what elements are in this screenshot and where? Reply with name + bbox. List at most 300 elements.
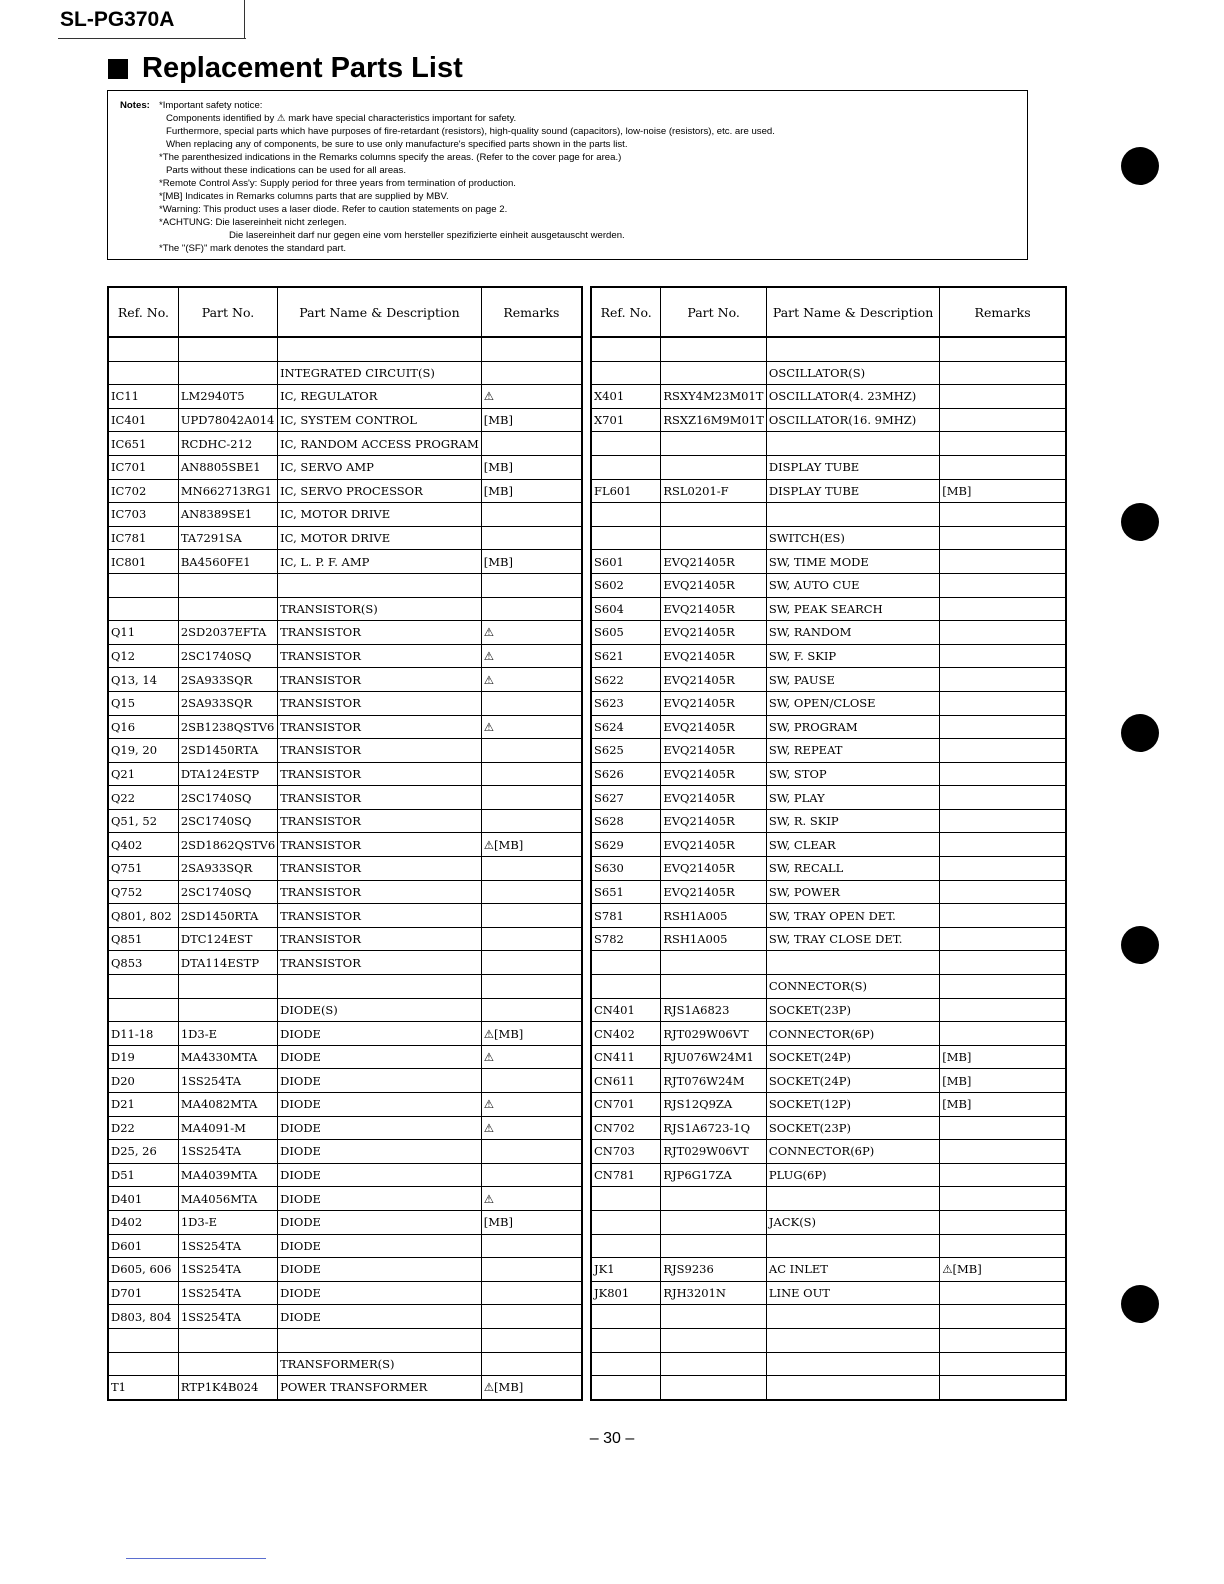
cell-ref-no: [591, 361, 661, 385]
cell-remarks: [940, 739, 1066, 763]
cell-part-name: SOCKET(23P): [766, 998, 939, 1022]
cell-ref-no: CN611: [591, 1069, 661, 1093]
cell-part-no: DTA124ESTP: [178, 762, 277, 786]
cell-part-no: BA4560FE1: [178, 550, 277, 574]
cell-ref-no: [591, 1376, 661, 1400]
cell-part-name: TRANSISTOR: [278, 904, 482, 928]
cell-part-name: SW, STOP: [766, 762, 939, 786]
cell-ref-no: [591, 1234, 661, 1258]
cell-part-name: [766, 1376, 939, 1400]
cell-part-name: [766, 1187, 939, 1211]
cell-part-no: [661, 1187, 767, 1211]
cell-part-name: AC INLET: [766, 1258, 939, 1282]
cell-remarks: [MB]: [940, 1045, 1066, 1069]
table-row: [591, 691, 1066, 715]
table-row: [591, 361, 1066, 385]
cell-ref-no: S628: [591, 809, 661, 833]
cell-part-no: MA4056MTA: [178, 1187, 277, 1211]
table-row: [591, 597, 1066, 621]
cell-part-no: [661, 526, 767, 550]
cell-remarks: [940, 927, 1066, 951]
table-row: [591, 1210, 1066, 1234]
table-row: [591, 503, 1066, 527]
table-row: [591, 1140, 1066, 1164]
cell-part-name: DIODE: [278, 1305, 482, 1329]
cell-part-name: DIODE: [278, 1258, 482, 1282]
table-row: [591, 337, 1066, 361]
cell-part-name: DIODE: [278, 1210, 482, 1234]
table-row: [591, 1045, 1066, 1069]
cell-part-no: RJT029W06VT: [661, 1140, 767, 1164]
table-row: [108, 857, 582, 881]
cell-part-no: EVQ21405R: [661, 786, 767, 810]
cell-part-no: 2SC1740SQ: [178, 809, 277, 833]
cell-part-name: [278, 1328, 482, 1352]
table-row: [108, 762, 582, 786]
cell-part-name: TRANSISTOR: [278, 668, 482, 692]
cell-part-name: [766, 1305, 939, 1329]
cell-remarks: [481, 432, 582, 456]
cell-part-name: IC, L. P. F. AMP: [278, 550, 482, 574]
cell-part-name: CONNECTOR(6P): [766, 1022, 939, 1046]
cell-remarks: [940, 1352, 1066, 1376]
cell-remarks: [940, 337, 1066, 361]
cell-ref-no: X701: [591, 408, 661, 432]
header-part-name: Part Name & Description: [278, 287, 482, 337]
cell-part-name: DIODE: [278, 1140, 482, 1164]
table-row: [108, 479, 582, 503]
model-divider: [244, 0, 245, 39]
cell-remarks: [481, 573, 582, 597]
cell-part-no: RTP1K4B024: [178, 1376, 277, 1400]
cell-ref-no: Q402: [108, 833, 178, 857]
page-title-text: Replacement Parts List: [142, 52, 463, 84]
cell-ref-no: JK801: [591, 1281, 661, 1305]
table-row: [108, 408, 582, 432]
cell-remarks: [481, 951, 582, 975]
table-row: [108, 1069, 582, 1093]
cell-remarks: [940, 951, 1066, 975]
binder-hole-icon: [1121, 1285, 1159, 1323]
cell-part-no: RJP6G17ZA: [661, 1163, 767, 1187]
cell-ref-no: Q752: [108, 880, 178, 904]
cell-part-name: SW, TIME MODE: [766, 550, 939, 574]
cell-remarks: [481, 927, 582, 951]
cell-ref-no: Q853: [108, 951, 178, 975]
cell-ref-no: [108, 573, 178, 597]
cell-remarks: [481, 1234, 582, 1258]
cell-remarks: [940, 432, 1066, 456]
cell-ref-no: S630: [591, 857, 661, 881]
cell-remarks: [MB]: [481, 455, 582, 479]
cell-part-name: JACK(S): [766, 1210, 939, 1234]
cell-remarks: [940, 644, 1066, 668]
cell-remarks: [940, 573, 1066, 597]
cell-ref-no: Q12: [108, 644, 178, 668]
cell-part-name: DISPLAY TUBE: [766, 479, 939, 503]
cell-remarks: [MB]: [940, 479, 1066, 503]
cell-part-name: [766, 1328, 939, 1352]
cell-remarks: [481, 1328, 582, 1352]
cell-part-name: SOCKET(24P): [766, 1045, 939, 1069]
cell-part-no: 2SA933SQR: [178, 668, 277, 692]
table-row: [108, 503, 582, 527]
cell-part-name: SW, F. SKIP: [766, 644, 939, 668]
cell-ref-no: D605, 606: [108, 1258, 178, 1282]
cell-part-no: MA4039MTA: [178, 1163, 277, 1187]
cell-remarks: ⚠[MB]: [481, 1376, 582, 1400]
cell-remarks: [940, 715, 1066, 739]
cell-remarks: [940, 1140, 1066, 1164]
cell-ref-no: S623: [591, 691, 661, 715]
cell-part-no: 1SS254TA: [178, 1305, 277, 1329]
cell-ref-no: D701: [108, 1281, 178, 1305]
table-row: [108, 597, 582, 621]
cell-remarks: [481, 739, 582, 763]
cell-part-no: DTA114ESTP: [178, 951, 277, 975]
cell-remarks: [481, 1258, 582, 1282]
header-part-no: Part No.: [178, 287, 277, 337]
cell-part-name: SW, POWER: [766, 880, 939, 904]
table-row: [591, 1305, 1066, 1329]
note-line: *[MB] Indicates in Remarks columns parts that are supplied by MBV.: [159, 191, 449, 202]
cell-ref-no: Q22: [108, 786, 178, 810]
cell-part-name: DIODE: [278, 1069, 482, 1093]
cell-ref-no: IC781: [108, 526, 178, 550]
cell-part-no: [661, 1210, 767, 1234]
cell-part-no: [661, 975, 767, 999]
cell-remarks: [940, 1210, 1066, 1234]
cell-part-no: AN8805SBE1: [178, 455, 277, 479]
cell-ref-no: CN703: [591, 1140, 661, 1164]
cell-remarks: [940, 361, 1066, 385]
cell-remarks: [940, 998, 1066, 1022]
cell-part-name: SW, TRAY CLOSE DET.: [766, 927, 939, 951]
cell-part-no: EVQ21405R: [661, 597, 767, 621]
cell-part-no: 1SS254TA: [178, 1281, 277, 1305]
cell-part-name: OSCILLATOR(S): [766, 361, 939, 385]
table-row: [591, 904, 1066, 928]
cell-remarks: [481, 975, 582, 999]
footer-rule: [126, 1558, 266, 1559]
table-row: [108, 904, 582, 928]
cell-part-no: 1SS254TA: [178, 1069, 277, 1093]
cell-part-name: SW, AUTO CUE: [766, 573, 939, 597]
cell-remarks: [940, 455, 1066, 479]
cell-part-no: EVQ21405R: [661, 573, 767, 597]
cell-part-no: RSXZ16M9M01T: [661, 408, 767, 432]
table-row: [591, 455, 1066, 479]
cell-part-no: [661, 1234, 767, 1258]
table-row: [591, 715, 1066, 739]
cell-part-no: LM2940T5: [178, 385, 277, 409]
table-row: [108, 550, 582, 574]
cell-remarks: [940, 1376, 1066, 1400]
cell-part-name: TRANSISTOR: [278, 762, 482, 786]
cell-ref-no: [108, 998, 178, 1022]
cell-remarks: [940, 809, 1066, 833]
cell-ref-no: D21: [108, 1093, 178, 1117]
cell-ref-no: IC702: [108, 479, 178, 503]
cell-ref-no: S627: [591, 786, 661, 810]
table-row: [591, 408, 1066, 432]
cell-part-no: RJH3201N: [661, 1281, 767, 1305]
cell-remarks: [481, 904, 582, 928]
table-row: [591, 857, 1066, 881]
page-title: [108, 52, 463, 85]
cell-remarks: [481, 503, 582, 527]
cell-ref-no: S604: [591, 597, 661, 621]
cell-ref-no: Q801, 802: [108, 904, 178, 928]
header-part-no: Part No.: [661, 287, 767, 337]
table-row: [108, 1305, 582, 1329]
cell-part-no: 2SA933SQR: [178, 691, 277, 715]
cell-ref-no: D22: [108, 1116, 178, 1140]
table-row: [108, 786, 582, 810]
cell-part-name: IC, SYSTEM CONTROL: [278, 408, 482, 432]
cell-part-name: [278, 975, 482, 999]
cell-part-name: SOCKET(12P): [766, 1093, 939, 1117]
cell-part-no: EVQ21405R: [661, 880, 767, 904]
table-row: [108, 385, 582, 409]
table-row: [108, 668, 582, 692]
table-row: [591, 927, 1066, 951]
cell-part-name: SW, PROGRAM: [766, 715, 939, 739]
cell-part-no: 2SD1862QSTV6: [178, 833, 277, 857]
cell-ref-no: CN701: [591, 1093, 661, 1117]
cell-part-name: SW, R. SKIP: [766, 809, 939, 833]
cell-ref-no: [108, 361, 178, 385]
cell-part-no: [661, 1376, 767, 1400]
cell-ref-no: D803, 804: [108, 1305, 178, 1329]
table-row: [591, 1234, 1066, 1258]
cell-remarks: [940, 762, 1066, 786]
cell-part-name: IC, MOTOR DRIVE: [278, 503, 482, 527]
note-line: Die lasereinheit darf nur gegen eine vom hersteller spezifizierte einheit ausgetauscht werden.: [229, 230, 625, 241]
cell-remarks: [940, 904, 1066, 928]
cell-ref-no: D402: [108, 1210, 178, 1234]
cell-part-no: 2SD1450RTA: [178, 739, 277, 763]
table-row: [108, 833, 582, 857]
table-row: [591, 880, 1066, 904]
cell-ref-no: D401: [108, 1187, 178, 1211]
cell-remarks: ⚠: [481, 1093, 582, 1117]
cell-ref-no: [108, 975, 178, 999]
cell-remarks: [940, 408, 1066, 432]
cell-remarks: [481, 1140, 582, 1164]
cell-part-no: EVQ21405R: [661, 857, 767, 881]
cell-part-name: SW, PLAY: [766, 786, 939, 810]
cell-ref-no: Q16: [108, 715, 178, 739]
cell-ref-no: CN401: [591, 998, 661, 1022]
cell-part-no: 1SS254TA: [178, 1234, 277, 1258]
cell-part-no: 2SA933SQR: [178, 857, 277, 881]
table-row: [108, 644, 582, 668]
header-ref-no: Ref. No.: [108, 287, 178, 337]
cell-remarks: [481, 691, 582, 715]
table-row: [591, 1328, 1066, 1352]
cell-part-no: RJT029W06VT: [661, 1022, 767, 1046]
cell-ref-no: Q751: [108, 857, 178, 881]
cell-remarks: ⚠[MB]: [481, 1022, 582, 1046]
cell-part-no: MA4082MTA: [178, 1093, 277, 1117]
cell-remarks: ⚠[MB]: [940, 1258, 1066, 1282]
cell-part-name: CONNECTOR(6P): [766, 1140, 939, 1164]
cell-remarks: [940, 975, 1066, 999]
cell-ref-no: S651: [591, 880, 661, 904]
table-row: [591, 1022, 1066, 1046]
table-row: [108, 880, 582, 904]
cell-remarks: [940, 385, 1066, 409]
cell-remarks: [481, 762, 582, 786]
table-row: [591, 951, 1066, 975]
table-row: [108, 573, 582, 597]
table-row: [591, 1093, 1066, 1117]
cell-part-no: 2SC1740SQ: [178, 880, 277, 904]
parts-table-left: [107, 286, 583, 1401]
cell-part-no: EVQ21405R: [661, 833, 767, 857]
cell-remarks: ⚠: [481, 715, 582, 739]
cell-part-no: 1SS254TA: [178, 1258, 277, 1282]
cell-ref-no: IC401: [108, 408, 178, 432]
cell-part-no: RJS1A6723-1Q: [661, 1116, 767, 1140]
cell-ref-no: S622: [591, 668, 661, 692]
cell-part-name: TRANSISTOR: [278, 951, 482, 975]
table-row: [108, 361, 582, 385]
cell-remarks: [940, 1116, 1066, 1140]
cell-part-name: IC, REGULATOR: [278, 385, 482, 409]
cell-part-no: RJS1A6823: [661, 998, 767, 1022]
cell-remarks: [481, 361, 582, 385]
cell-part-name: TRANSISTOR: [278, 691, 482, 715]
cell-part-name: TRANSISTOR: [278, 786, 482, 810]
table-row: [591, 1069, 1066, 1093]
model-number: SL-PG370A: [60, 8, 175, 31]
cell-remarks: [481, 998, 582, 1022]
cell-part-name: [766, 503, 939, 527]
cell-part-name: INTEGRATED CIRCUIT(S): [278, 361, 482, 385]
note-line: *Remote Control Ass'y: Supply period for three years from termination of production.: [159, 178, 516, 189]
cell-part-no: [178, 1352, 277, 1376]
cell-part-name: SW, PAUSE: [766, 668, 939, 692]
cell-part-name: IC, MOTOR DRIVE: [278, 526, 482, 550]
binder-hole-icon: [1121, 926, 1159, 964]
cell-part-name: [766, 1352, 939, 1376]
cell-part-name: TRANSFORMER(S): [278, 1352, 482, 1376]
cell-ref-no: Q51, 52: [108, 809, 178, 833]
cell-part-no: 2SB1238QSTV6: [178, 715, 277, 739]
cell-part-name: DIODE: [278, 1022, 482, 1046]
cell-remarks: [481, 1069, 582, 1093]
table-row: [591, 809, 1066, 833]
table-row: [591, 526, 1066, 550]
cell-ref-no: S626: [591, 762, 661, 786]
table-row: [591, 432, 1066, 456]
table-row: [108, 1234, 582, 1258]
cell-ref-no: [108, 1328, 178, 1352]
cell-part-no: EVQ21405R: [661, 621, 767, 645]
cell-remarks: [481, 857, 582, 881]
cell-ref-no: S625: [591, 739, 661, 763]
cell-part-name: TRANSISTOR: [278, 833, 482, 857]
cell-part-no: [661, 1305, 767, 1329]
binder-hole-icon: [1121, 503, 1159, 541]
table-row: [108, 621, 582, 645]
table-row: [591, 1352, 1066, 1376]
cell-part-no: EVQ21405R: [661, 739, 767, 763]
cell-part-name: DISPLAY TUBE: [766, 455, 939, 479]
table-row: [108, 998, 582, 1022]
note-line: When replacing any of components, be sure to use only manufacture's specified parts shown in the parts list.: [166, 139, 628, 150]
cell-part-no: TA7291SA: [178, 526, 277, 550]
cell-part-name: TRANSISTOR: [278, 715, 482, 739]
cell-part-name: DIODE: [278, 1116, 482, 1140]
note-line: *Warning: This product uses a laser diode. Refer to caution statements on page 2.: [159, 204, 508, 215]
cell-part-no: EVQ21405R: [661, 809, 767, 833]
table-row: [591, 1281, 1066, 1305]
cell-remarks: [940, 550, 1066, 574]
cell-part-name: IC, SERVO PROCESSOR: [278, 479, 482, 503]
table-row: [108, 526, 582, 550]
table-row: [108, 1210, 582, 1234]
cell-part-name: SOCKET(23P): [766, 1116, 939, 1140]
table-row: [108, 455, 582, 479]
cell-remarks: [940, 857, 1066, 881]
cell-part-name: TRANSISTOR: [278, 809, 482, 833]
table-row: [108, 337, 582, 361]
cell-remarks: [940, 1305, 1066, 1329]
cell-part-no: 2SC1740SQ: [178, 644, 277, 668]
table-row: [108, 715, 582, 739]
cell-part-no: [178, 975, 277, 999]
cell-remarks: [940, 1187, 1066, 1211]
cell-ref-no: D19: [108, 1045, 178, 1069]
cell-part-name: TRANSISTOR: [278, 880, 482, 904]
cell-part-no: 2SD1450RTA: [178, 904, 277, 928]
cell-remarks: [MB]: [940, 1093, 1066, 1117]
table-row: [108, 975, 582, 999]
table-row: [108, 1352, 582, 1376]
cell-part-no: [661, 455, 767, 479]
cell-ref-no: [591, 337, 661, 361]
cell-ref-no: Q15: [108, 691, 178, 715]
cell-remarks: [MB]: [481, 408, 582, 432]
cell-remarks: ⚠: [481, 1045, 582, 1069]
cell-part-name: [766, 337, 939, 361]
cell-ref-no: Q19, 20: [108, 739, 178, 763]
cell-remarks: ⚠[MB]: [481, 833, 582, 857]
cell-part-no: [178, 337, 277, 361]
table-row: [591, 550, 1066, 574]
cell-remarks: [940, 786, 1066, 810]
table-row: [108, 432, 582, 456]
table-row: [108, 1187, 582, 1211]
page-number: – 30 –: [589, 1430, 635, 1447]
header-remarks: Remarks: [940, 287, 1066, 337]
cell-remarks: ⚠: [481, 1116, 582, 1140]
cell-part-no: [661, 1352, 767, 1376]
cell-ref-no: CN781: [591, 1163, 661, 1187]
cell-ref-no: Q11: [108, 621, 178, 645]
cell-part-no: MA4330MTA: [178, 1045, 277, 1069]
table-row: [108, 739, 582, 763]
cell-remarks: [481, 1281, 582, 1305]
cell-ref-no: [591, 1210, 661, 1234]
table-row: [591, 573, 1066, 597]
cell-part-no: DTC124EST: [178, 927, 277, 951]
cell-part-name: TRANSISTOR: [278, 739, 482, 763]
table-header-row: [108, 287, 582, 337]
